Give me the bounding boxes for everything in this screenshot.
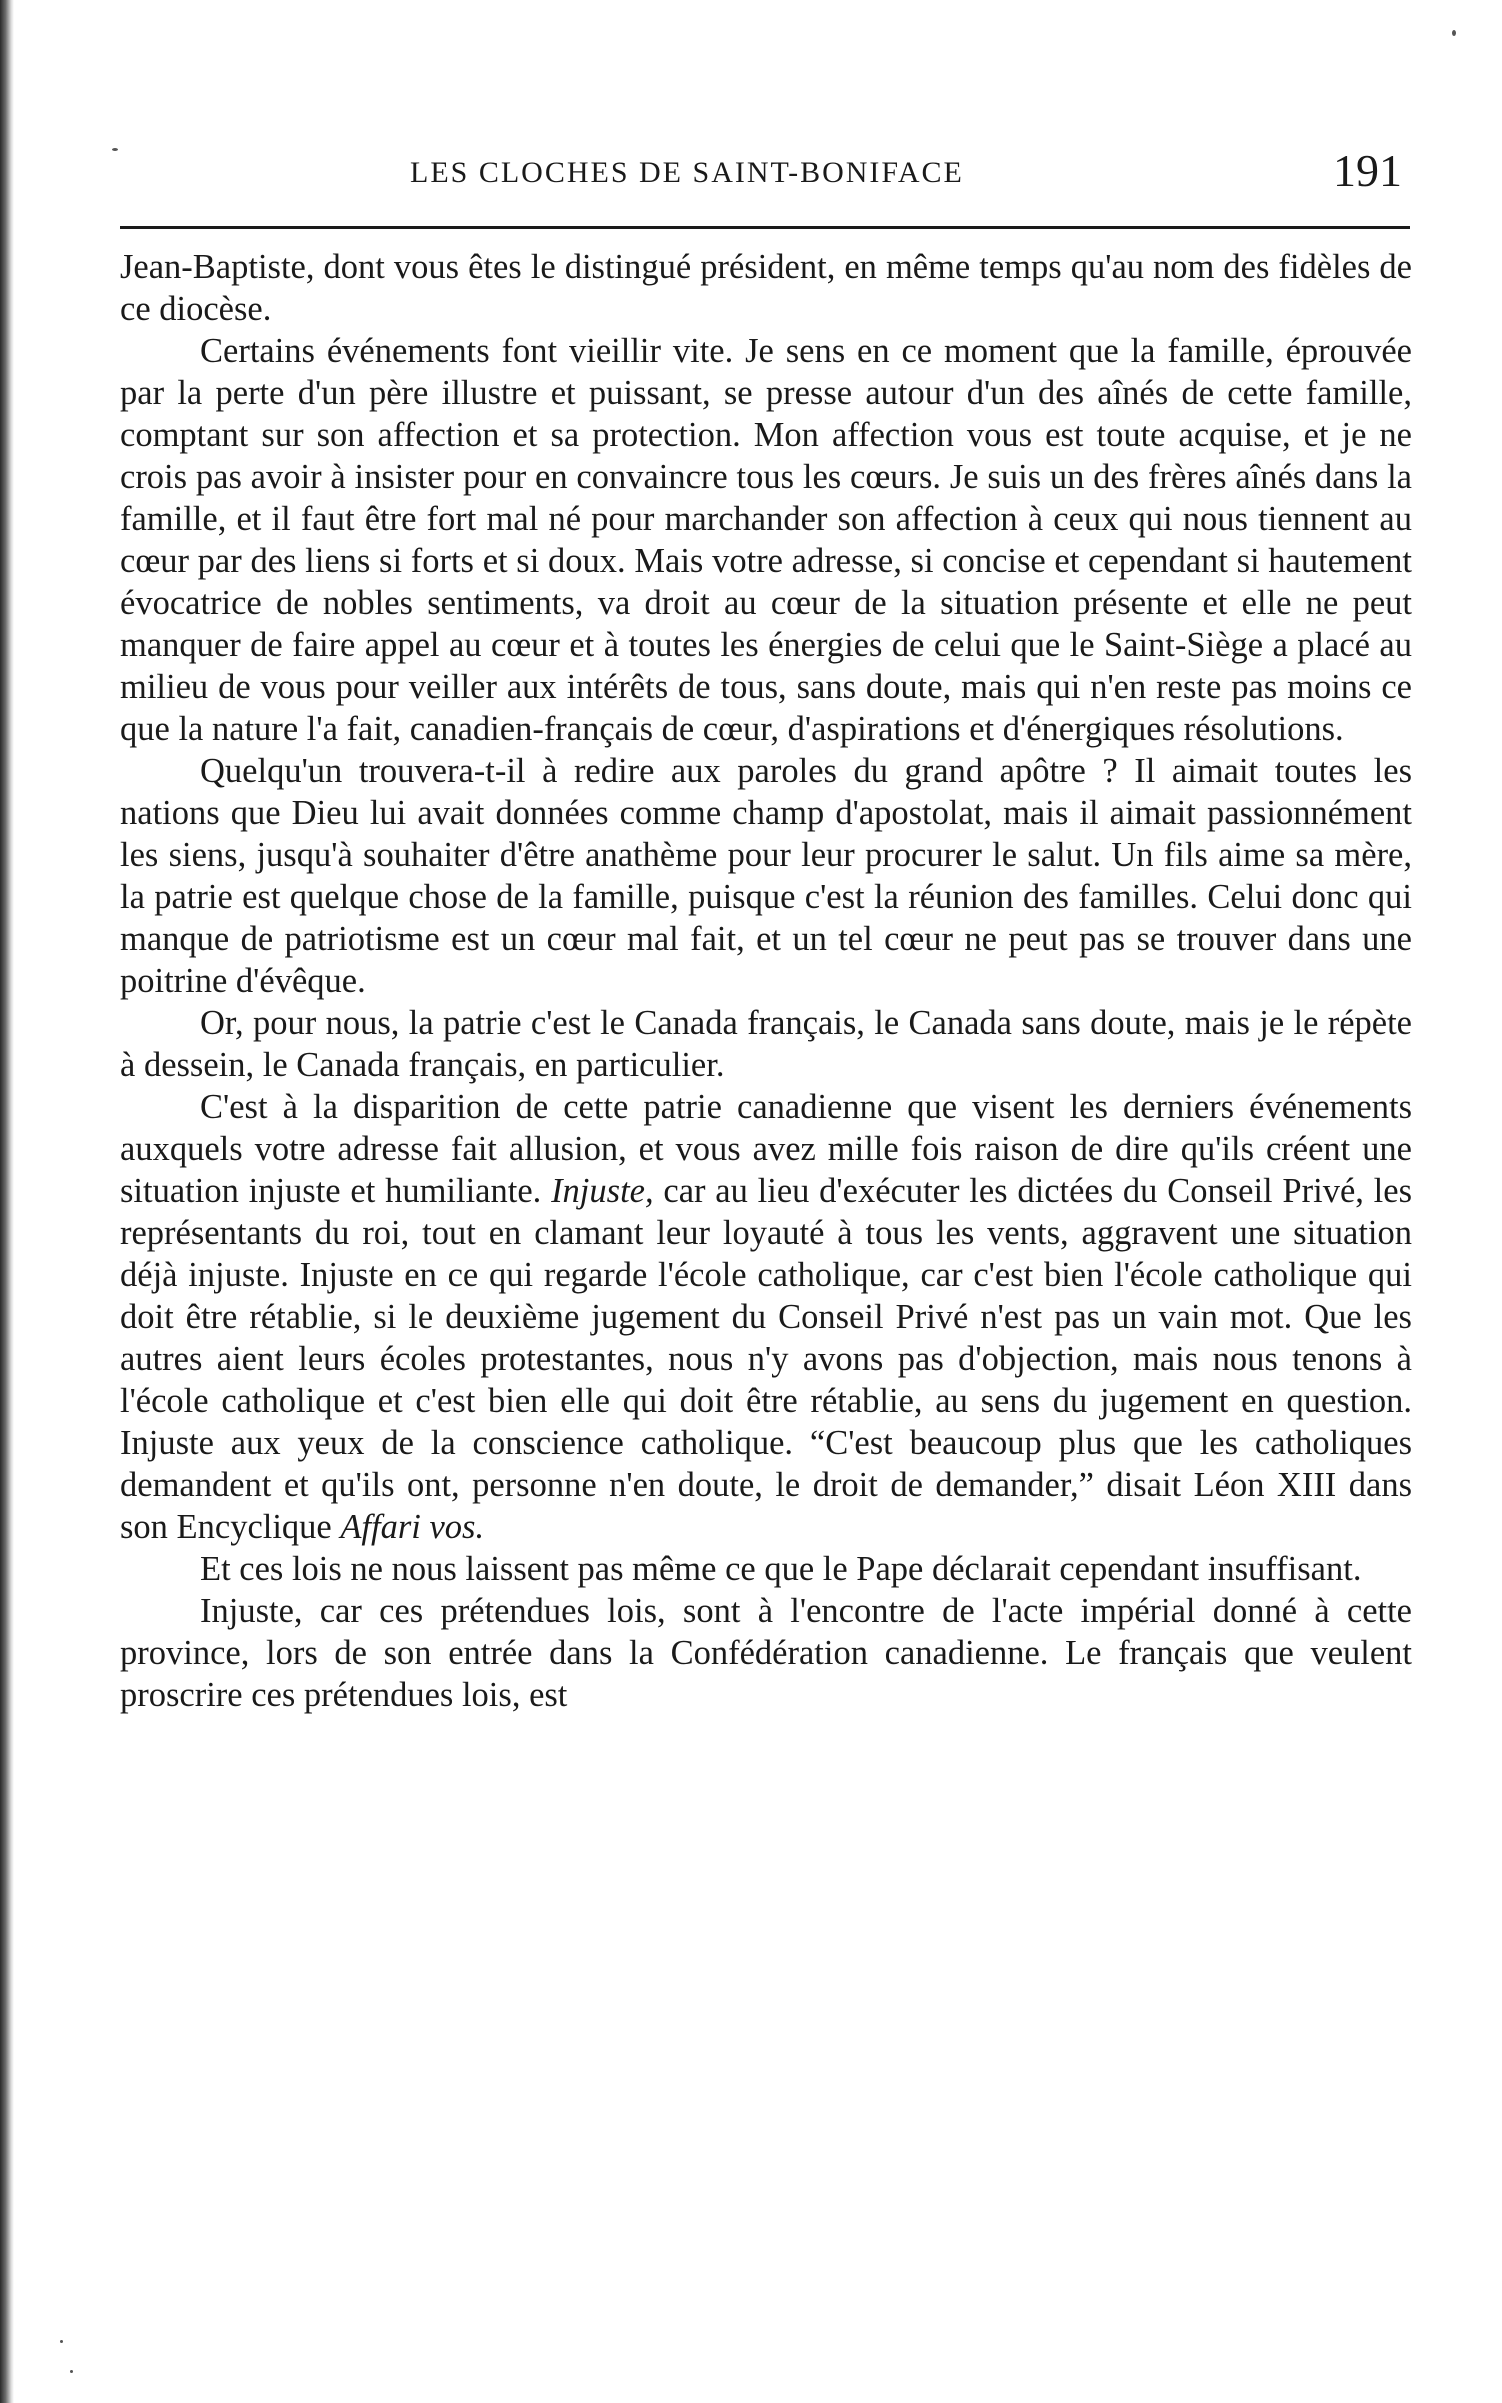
paragraph-5-emphasis-injuste: Injuste, — [551, 1172, 654, 1210]
paragraph-6: Et ces lois ne nous laissent pas même ce que le Pape déclarait cependant insuffisant. — [200, 1550, 1362, 1588]
scan-speck — [60, 2340, 63, 2343]
page-number: 191 — [1333, 145, 1402, 196]
running-title: LES CLOCHES DE SAINT-BONIFACE — [410, 156, 964, 189]
header-rule — [120, 226, 1410, 229]
paragraph-5 — [120, 1086, 1412, 1548]
page-header — [120, 145, 1410, 210]
paragraph-3: Quelqu'un trouvera-t-il à redire aux paroles du grand apôtre ? Il aimait toutes les nations que Dieu lui avait données comme champ d'apostolat, mais il aimait passionnément les siens, jusqu'à souhaiter d'être anathème pour leur procurer le salut. Un fils aime sa mère, la patrie est quelque chose de la famille, puisque c'est la réunion des familles. Celui donc qui manque de patriotisme est un cœur mal fait, et un tel cœur ne peut pas se trouver dans une poitrine d'évêque. — [120, 752, 1412, 1000]
paragraph-4: Or, pour nous, la patrie c'est le Canada français, le Canada sans doute, mais je le répète à dessein, le Canada français, en particulier. — [120, 1004, 1412, 1084]
scan-speck — [112, 148, 118, 151]
paragraph-5-part-b: car au lieu d'exécuter les dictées du Conseil Privé, les représentants du roi, tout en clamant leur loyauté à tous les vents, aggravent une situation déjà injuste. Injuste en ce qui regarde l'école catholique, car c'est bien l'école catholique qui doit être rétablie, si le deuxième jugement du Conseil Privé n'est pas un vain mot. Que les autres aient leurs écoles protestantes, nous n'y avons pas d'objection, mais nous tenons à l'école catholique et c'est bien elle qui doit être rétablie, au sens du jugement en question. Injuste aux yeux de la conscience catholique. “C'est beaucoup plus que les catholiques demandent et qu'ils ont, personne n'en doute, le droit de demander,” disait Léon XIII dans son Encyclique — [120, 1172, 1412, 1546]
scan-speck — [1452, 30, 1456, 36]
scan-binding-edge — [0, 0, 14, 2403]
body-text — [120, 246, 1412, 1716]
paragraph-1: Jean-Baptiste, dont vous êtes le distingué président, en même temps qu'au nom des fidèles de ce diocèse. — [120, 248, 1412, 328]
paragraph-7: Injuste, car ces prétendues lois, sont à l'encontre de l'acte impérial donné à cette province, lors de son entrée dans la Confédération canadienne. Le français que veulent proscrire ces prétendues lois, est — [120, 1592, 1412, 1714]
paragraph-5-emphasis-encyclique: Affari vos. — [340, 1508, 485, 1546]
paragraph-2: Certains événements font vieillir vite. Je sens en ce moment que la famille, éprouvée par la perte d'un père illustre et puissant, se presse autour d'un des aînés de cette famille, comptant sur son affection et sa protection. Mon affection vous est toute acquise, et je ne crois pas avoir à insister pour en convaincre tous les cœurs. Je suis un des frères aînés dans la famille, et il faut être fort mal né pour marchander son affection à ceux qui nous tiennent au cœur par des liens si forts et si doux. Mais votre adresse, si concise et cependant si hautement évocatrice de nobles sentiments, va droit au cœur de la situation présente et elle ne peut manquer de faire appel au cœur et à toutes les énergies de celui que le Saint-Siège a placé au milieu de vous pour veiller aux intérêts de tous, sans doute, mais qui n'en reste pas moins ce que la nature l'a fait, canadien-français de cœur, d'aspirations et d'énergiques résolutions. — [120, 332, 1412, 748]
paragraph-5-part-a: C'est à la disparition de cette patrie canadienne que visent les derniers événements auxquels votre adresse fait allusion, et vous avez mille fois raison de dire qu'ils créent une situation injuste et humiliante. — [120, 1088, 1412, 1210]
scan-speck — [70, 2370, 73, 2373]
